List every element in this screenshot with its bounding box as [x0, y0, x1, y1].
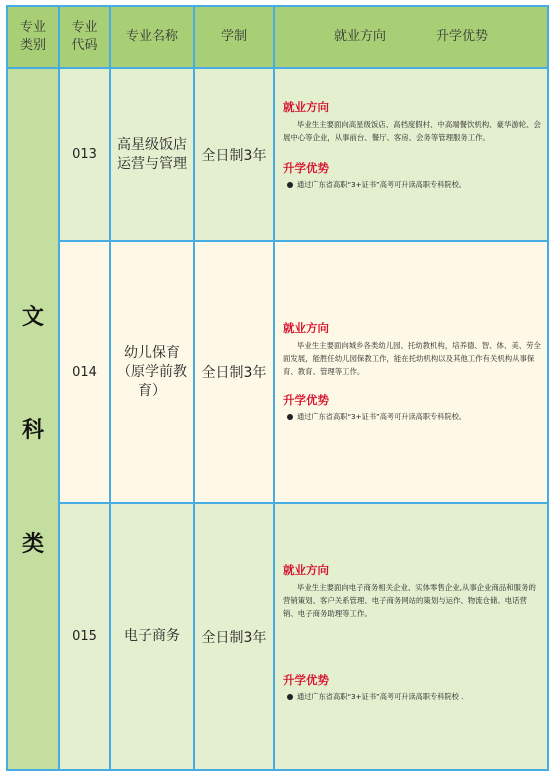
grid-line — [273, 7, 275, 769]
row-2-adv-title: 升学优势 — [283, 393, 329, 407]
row-1-description — [275, 69, 547, 240]
row-3-name — [111, 504, 193, 769]
grid-line — [109, 7, 111, 769]
header-category — [8, 7, 58, 67]
row-2-code — [60, 242, 109, 502]
row-3-duration-value: 全日制3年 — [201, 629, 267, 646]
header-direction-label: 就业方向 — [333, 29, 386, 44]
bullet-icon — [287, 414, 293, 420]
row-3-employ-title: 就业方向 — [283, 563, 329, 577]
row-1-duration-value: 全日制3年 — [201, 147, 267, 164]
row-3-name-line1: 电子商务 — [124, 628, 180, 644]
grid-line — [193, 7, 195, 769]
category-char-3: 类 — [21, 531, 44, 557]
row-1-adv-item — [283, 179, 541, 191]
row-1-code — [60, 69, 109, 240]
row-2-description — [275, 242, 547, 502]
program-table — [6, 5, 549, 771]
row-1-name-line2: 运营与管理 — [117, 155, 187, 172]
row-2-employ-title: 就业方向 — [283, 321, 329, 335]
row-2-name — [111, 242, 193, 502]
row-3-duration — [195, 504, 273, 769]
row-3-code-value: 015 — [72, 629, 97, 644]
row-3-adv-item — [283, 691, 541, 703]
row-3-description — [275, 504, 547, 769]
row-3-employ-text: 毕业生主要面向电子商务相关企业、实体零售企业,从事企业商品和服务的营销策划、客户关系管理、电子商务网站的策划与运作、物流仓储、电话营销、电子商务助理等工作。 — [283, 583, 536, 618]
grid-line — [60, 240, 547, 242]
grid-line — [8, 67, 547, 69]
row-2-code-value: 014 — [72, 364, 97, 380]
row-1-duration — [195, 69, 273, 240]
row-1-name-line1: 高星级饭店 — [117, 136, 187, 153]
header-name-label: 专业名称 — [125, 29, 178, 44]
header-code — [60, 7, 109, 67]
header-name — [111, 7, 193, 67]
header-duration-label: 学制 — [220, 29, 247, 44]
header-category-label: 专业类别 — [19, 20, 46, 53]
bullet-icon — [287, 182, 293, 188]
row-3-adv-title: 升学优势 — [283, 673, 329, 687]
row-1-adv-text: 通过广东省高职“3+证书”高考可升读高职专科院校。 — [297, 180, 466, 189]
category-char-1: 文 — [21, 305, 44, 331]
row-1-name — [111, 69, 193, 240]
row-2-duration-value: 全日制3年 — [201, 365, 267, 381]
row-1-employ-title: 就业方向 — [283, 100, 329, 114]
row-2-adv-item — [283, 411, 541, 423]
row-2-name-line2: （原学前教育） — [117, 363, 187, 399]
row-1-employ-text: 毕业生主要面向高星级饭店、高档度假村、中高端餐饮机构、豪华游轮、会展中心等企业，从事前台、餐厅、客房、会务等管理服务工作。 — [283, 120, 541, 142]
row-3-code — [60, 504, 109, 769]
header-code-label: 专业代码 — [71, 20, 98, 53]
header-advantage-label: 升学优势 — [436, 29, 489, 44]
row-2-name-line1: 幼儿保育 — [124, 344, 180, 361]
row-1-code-value: 013 — [72, 147, 97, 162]
category-char-2: 科 — [21, 418, 44, 444]
row-2-duration — [195, 242, 273, 502]
row-1-adv-title: 升学优势 — [283, 161, 329, 175]
grid-line — [60, 502, 547, 504]
bullet-icon — [287, 694, 293, 700]
category-cell — [8, 69, 58, 769]
row-2-employ-text: 毕业生主要面向城乡各类幼儿园、托幼教机构，培养德、智、体、美、劳全面发展，能胜任幼儿园保教工作，能在托幼机构以及其他工作有关机构从事保育、教育、管理等工作。 — [283, 341, 541, 376]
grid-line — [58, 7, 60, 769]
row-2-adv-text: 通过广东省高职“3+证书”高考可升读高职专科院校。 — [297, 412, 466, 421]
header-duration — [195, 7, 273, 67]
row-3-adv-text: 通过广东省高职“3+证书”高考可升读高职专科院校 . — [297, 692, 464, 701]
header-direction-advantage — [275, 7, 547, 67]
